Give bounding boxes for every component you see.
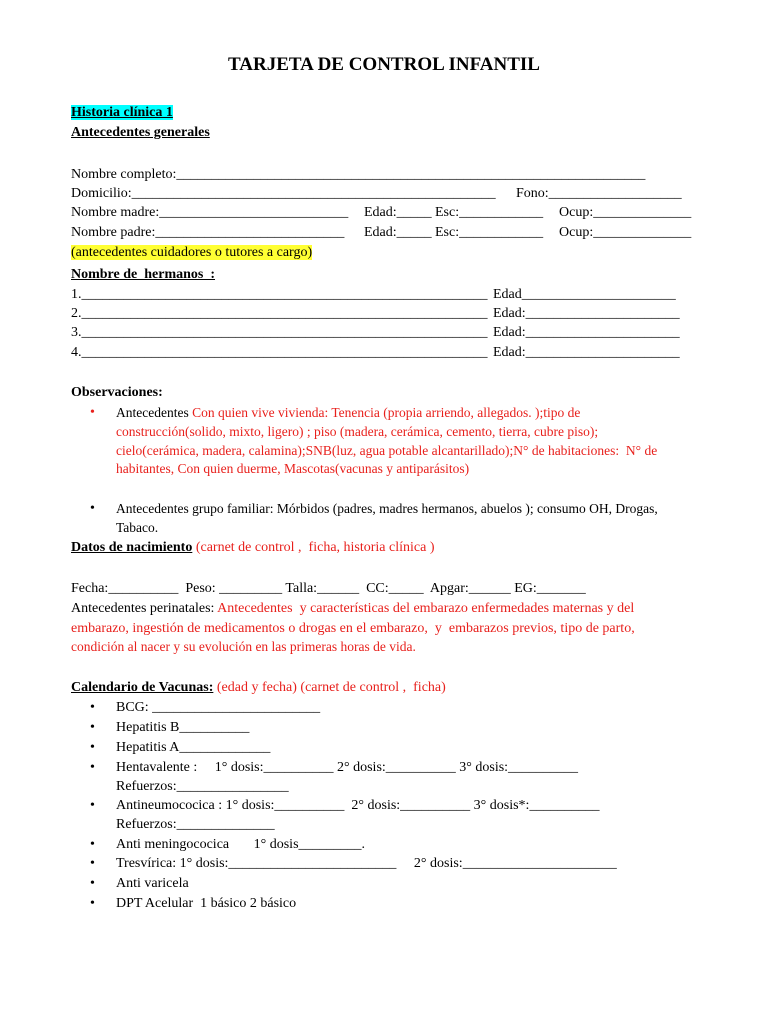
padre-esc-field[interactable]: Esc:____________	[435, 225, 544, 240]
bullet-icon: •	[90, 798, 95, 813]
historia-clinica-heading	[71, 103, 173, 123]
nacimiento-fields[interactable]: Fecha:__________ Peso: _________ Talla:______ CC:_____ Apgar:______ EG:_______	[71, 581, 586, 596]
bullet-icon: •	[90, 837, 95, 852]
bullet-icon: •	[90, 501, 95, 516]
historia-clinica-label: Historia clínica 1	[71, 105, 173, 120]
vacunas-heading: Calendario de Vacunas:	[71, 680, 214, 695]
observaciones-item-1-line-1	[116, 403, 580, 423]
vacuna-antineumococica-refuerzos[interactable]: Refuerzos:______________	[116, 817, 275, 832]
bullet-icon: •	[90, 740, 95, 755]
cuidadores-note-text: (antecedentes cuidadores o tutores a cargo)	[71, 245, 313, 260]
hermanos-heading: Nombre de hermanos :	[71, 267, 216, 282]
hermano-2-edad-field[interactable]: Edad:______________________	[493, 306, 680, 321]
nacimiento-heading: Datos de nacimiento	[71, 540, 193, 555]
observaciones-item-1-line-4: habitantes, Con quien duerme, Mascotas(vacunas y antiparásitos)	[116, 461, 470, 476]
madre-edad-field[interactable]: Edad:_____	[364, 205, 432, 220]
observaciones-item-1-line-3: cielo(cerámica, madera, calamina);SNB(luz, agua potable alcantarillado);N° de habitaciones: N° de	[116, 443, 658, 458]
vacuna-hepatitis-a[interactable]: Hepatitis A_____________	[116, 740, 271, 755]
vacuna-hepatitis-b[interactable]: Hepatitis B__________	[116, 720, 250, 735]
hermano-1-edad-field[interactable]: Edad______________________	[493, 287, 676, 302]
nombre-madre-field[interactable]: Nombre madre:___________________________	[71, 205, 349, 220]
vacuna-antineumococica[interactable]: Antineumococica : 1° dosis:__________ 2° dosis:__________ 3° dosis*:__________	[116, 798, 600, 813]
bullet-icon: •	[90, 760, 95, 775]
vacuna-tresvirica[interactable]: Tresvírica: 1° dosis:________________________ 2° dosis:______________________	[116, 856, 617, 871]
hermano-3-edad-field[interactable]: Edad:______________________	[493, 325, 680, 340]
perinatales-line-2: embarazo, ingestión de medicamentos o drogas en el embarazo, y embarazos previos, tipo de parto,	[71, 621, 635, 636]
vacuna-bcg[interactable]: BCG: ________________________	[116, 700, 321, 715]
observaciones-item-2-line-2: Tabaco.	[116, 520, 159, 535]
fono-field[interactable]: Fono:___________________	[516, 186, 682, 201]
perinatales-line-3: condición al nacer y su evolución en las primeras horas de vida.	[71, 639, 416, 654]
hermano-3-field[interactable]: 3.__________________________________________________________	[71, 325, 488, 340]
observaciones-item-1-prefix: Antecedentes	[116, 405, 189, 420]
observaciones-item-1-red-1: Con quien vive vivienda: Tenencia (propia arriendo, allegados. );tipo de	[192, 405, 581, 420]
perinatales-red-1: Antecedentes y características del embarazo enfermedades maternas y del	[214, 601, 635, 616]
nacimiento-note: (carnet de control , ficha, historia clínica )	[192, 540, 435, 555]
domicilio-field[interactable]: Domicilio:____________________________________________________	[71, 186, 496, 201]
vacunas-note: (edad y fecha) (carnet de control , ficha)	[213, 680, 446, 695]
vacunas-heading-line	[71, 678, 446, 698]
bullet-icon: •	[90, 896, 95, 911]
observaciones-item-1-line-2: construcción(solido, mixto, ligero) ; piso (madera, cerámica, cemento, tierra, cubre piso);	[116, 424, 599, 439]
nacimiento-heading-line	[71, 538, 435, 558]
nombre-padre-field[interactable]: Nombre padre:___________________________	[71, 225, 345, 240]
antecedentes-generales-heading: Antecedentes generales	[71, 125, 210, 140]
vacuna-dpt-acelular[interactable]: DPT Acelular 1 básico 2 básico	[116, 896, 297, 911]
hermano-2-field[interactable]: 2.__________________________________________________________	[71, 306, 488, 321]
bullet-icon: •	[90, 856, 95, 871]
page-title: TARJETA DE CONTROL INFANTIL	[228, 54, 540, 75]
hermano-1-field[interactable]: 1.__________________________________________________________	[71, 287, 488, 302]
perinatales-line-1	[71, 599, 634, 619]
madre-ocup-field[interactable]: Ocup:______________	[559, 205, 692, 220]
bullet-icon: •	[90, 405, 95, 420]
vacuna-hentavalente-refuerzos[interactable]: Refuerzos:________________	[116, 779, 289, 794]
vacuna-hentavalente[interactable]: Hentavalente : 1° dosis:__________ 2° dosis:__________ 3° dosis:__________	[116, 760, 579, 775]
vacuna-anti-meningococica[interactable]: Anti meningococica 1° dosis_________.	[116, 837, 366, 852]
cuidadores-note	[71, 243, 312, 263]
bullet-icon: •	[90, 876, 95, 891]
padre-edad-field[interactable]: Edad:_____	[364, 225, 432, 240]
bullet-icon: •	[90, 720, 95, 735]
perinatales-prefix: Antecedentes perinatales:	[71, 601, 215, 616]
hermano-4-edad-field[interactable]: Edad:______________________	[493, 345, 680, 360]
padre-ocup-field[interactable]: Ocup:______________	[559, 225, 692, 240]
nombre-completo-field[interactable]: Nombre completo:___________________________________________________________________	[71, 167, 646, 182]
madre-esc-field[interactable]: Esc:____________	[435, 205, 544, 220]
observaciones-heading: Observaciones:	[71, 385, 163, 400]
observaciones-item-2-line-1: Antecedentes grupo familiar: Mórbidos (padres, madres hermanos, abuelos ); consumo OH, Drogas,	[116, 501, 658, 516]
vacuna-anti-varicela[interactable]: Anti varicela	[116, 876, 189, 891]
bullet-icon: •	[90, 700, 95, 715]
hermano-4-field[interactable]: 4.__________________________________________________________	[71, 345, 488, 360]
